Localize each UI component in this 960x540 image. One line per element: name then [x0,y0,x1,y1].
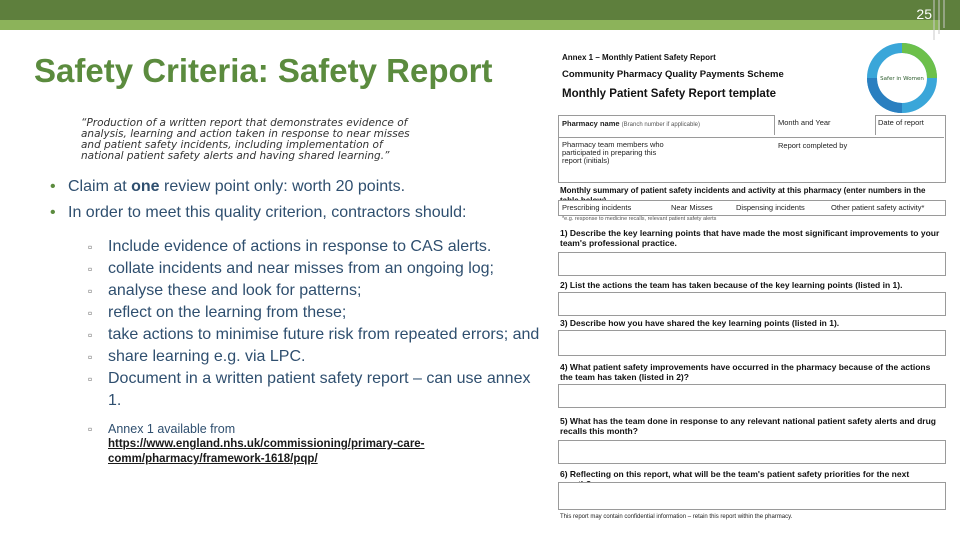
question-3: 3) Describe how you have shared the key learning points (listed in 1). [560,318,840,328]
annex-template-title: Monthly Patient Safety Report template [562,88,777,100]
top-banner-stripe [0,20,940,30]
bullet-claim: • Claim at one review point only: worth 20 points. [50,176,540,198]
bullet-list [50,176,540,470]
summary-heading: Monthly summary of patient safety incidents and activity at this pharmacy (enter numbers in the [560,186,926,195]
answer-box-1 [558,252,946,276]
answer-box-2 [558,292,946,316]
slide-title: Safety Criteria: Safety Report [34,52,493,89]
question-1: 1) Describe the key learning points that have made the most significant improvements to your team's professional practice. [560,228,940,248]
page-number: 25 [916,6,932,22]
annex-form-image [556,48,952,528]
label-pharmacy-name: Pharmacy name (Branch number if applicable) [562,119,701,128]
sub-bullet: ▫ take actions to minimise future risk from repeated errors; and [68,324,540,346]
col-dispensing: Dispensing incidents [736,203,805,212]
question-5: 5) What has the team done in response to any relevant national patient safety alerts and drug recalls this month? [560,416,936,436]
form-row-divider [558,137,944,138]
answer-box-4 [558,384,946,408]
answer-box-5 [558,440,946,464]
sub-bullet: ▫ Include evidence of actions in response to CAS alerts. [68,236,540,258]
annex-link[interactable]: https://www.england.nhs.uk/commissioning/primary-care-comm/pharmacy/framework-1618/pqp/ [108,438,425,465]
corner-decoration [930,0,952,40]
sub-bullet-list [68,236,540,466]
sub-bullet: ▫ analyse these and look for patterns; [68,280,540,302]
bullet-criterion: • In order to meet this quality criterion, contractors should: ▫ Include evidence of actions in response to CAS alerts. ▫ collate incidents and near misses from an ongoing log; ▫ analyse these and look for patterns; ▫ reflect on the learning from these; ▫ take actions to minimise future risk from repeated errors; and ▫ share learning e.g. via LPC. ▫ Document in a written patient safety report – can use annex 1. ▫ Annex 1 available from https://www.england.nhs.uk/commissioning/primary-care-comm/pharmacy/framework-1618/pqp/ [50,202,540,466]
label-team-members: Pharmacy team members who participated in preparing this report (initials) [562,140,664,165]
annex-note: ▫ Annex 1 available from https://www.england.nhs.uk/commissioning/primary-care-comm/pharmacy/framework-1618/pqp/ [68,422,540,466]
col-other: Other patient safety activity* [831,203,925,212]
label-month-year: Month and Year [778,118,831,127]
answer-box-3 [558,330,946,356]
sub-bullet: ▫ reflect on the learning from these; [68,302,540,324]
sub-bullet: ▫ share learning e.g. via LPC. [68,346,540,368]
col-prescribing: Prescribing incidents [562,203,632,212]
top-banner [0,0,960,30]
sub-bullet: ▫ Document in a written patient safety report – can use annex 1. [68,368,540,412]
annex-scheme: Community Pharmacy Quality Payments Scheme [562,69,784,80]
summary-footnote: *e.g. response to medicine recalls, relevant patient safety alerts [562,216,717,222]
criterion-quote: “Production of a written report that demonstrates evidence of analysis, learning and action taken in response to near misses and patient safety incidents, including implementation of national patient safety alerts and having shared learning.” [81,117,410,162]
label-date-of-report: Date of report [878,118,924,127]
logo-text: Safer in Women [880,76,924,82]
scheme-logo-icon [864,40,940,116]
col-near-misses: Near Misses [671,203,713,212]
confidential-note: This report may contain confidential information – retain this report within the pharmacy. [560,514,793,520]
question-4: 4) What patient safety improvements have occurred in the pharmacy because of the actions the team has taken (listed in 2)? [560,362,931,382]
sub-bullet: ▫ collate incidents and near misses from an ongoing log; [68,258,540,280]
question-2: 2) List the actions the team has taken because of the key learning points (listed in 1). [560,280,903,290]
question-6: 6) Reflecting on this report, what will be the team's patient safety priorities for the next [560,469,910,479]
answer-box-6 [558,482,946,510]
annex-heading: Annex 1 – Monthly Patient Safety Report [562,53,716,62]
label-completed-by: Report completed by [778,141,848,150]
